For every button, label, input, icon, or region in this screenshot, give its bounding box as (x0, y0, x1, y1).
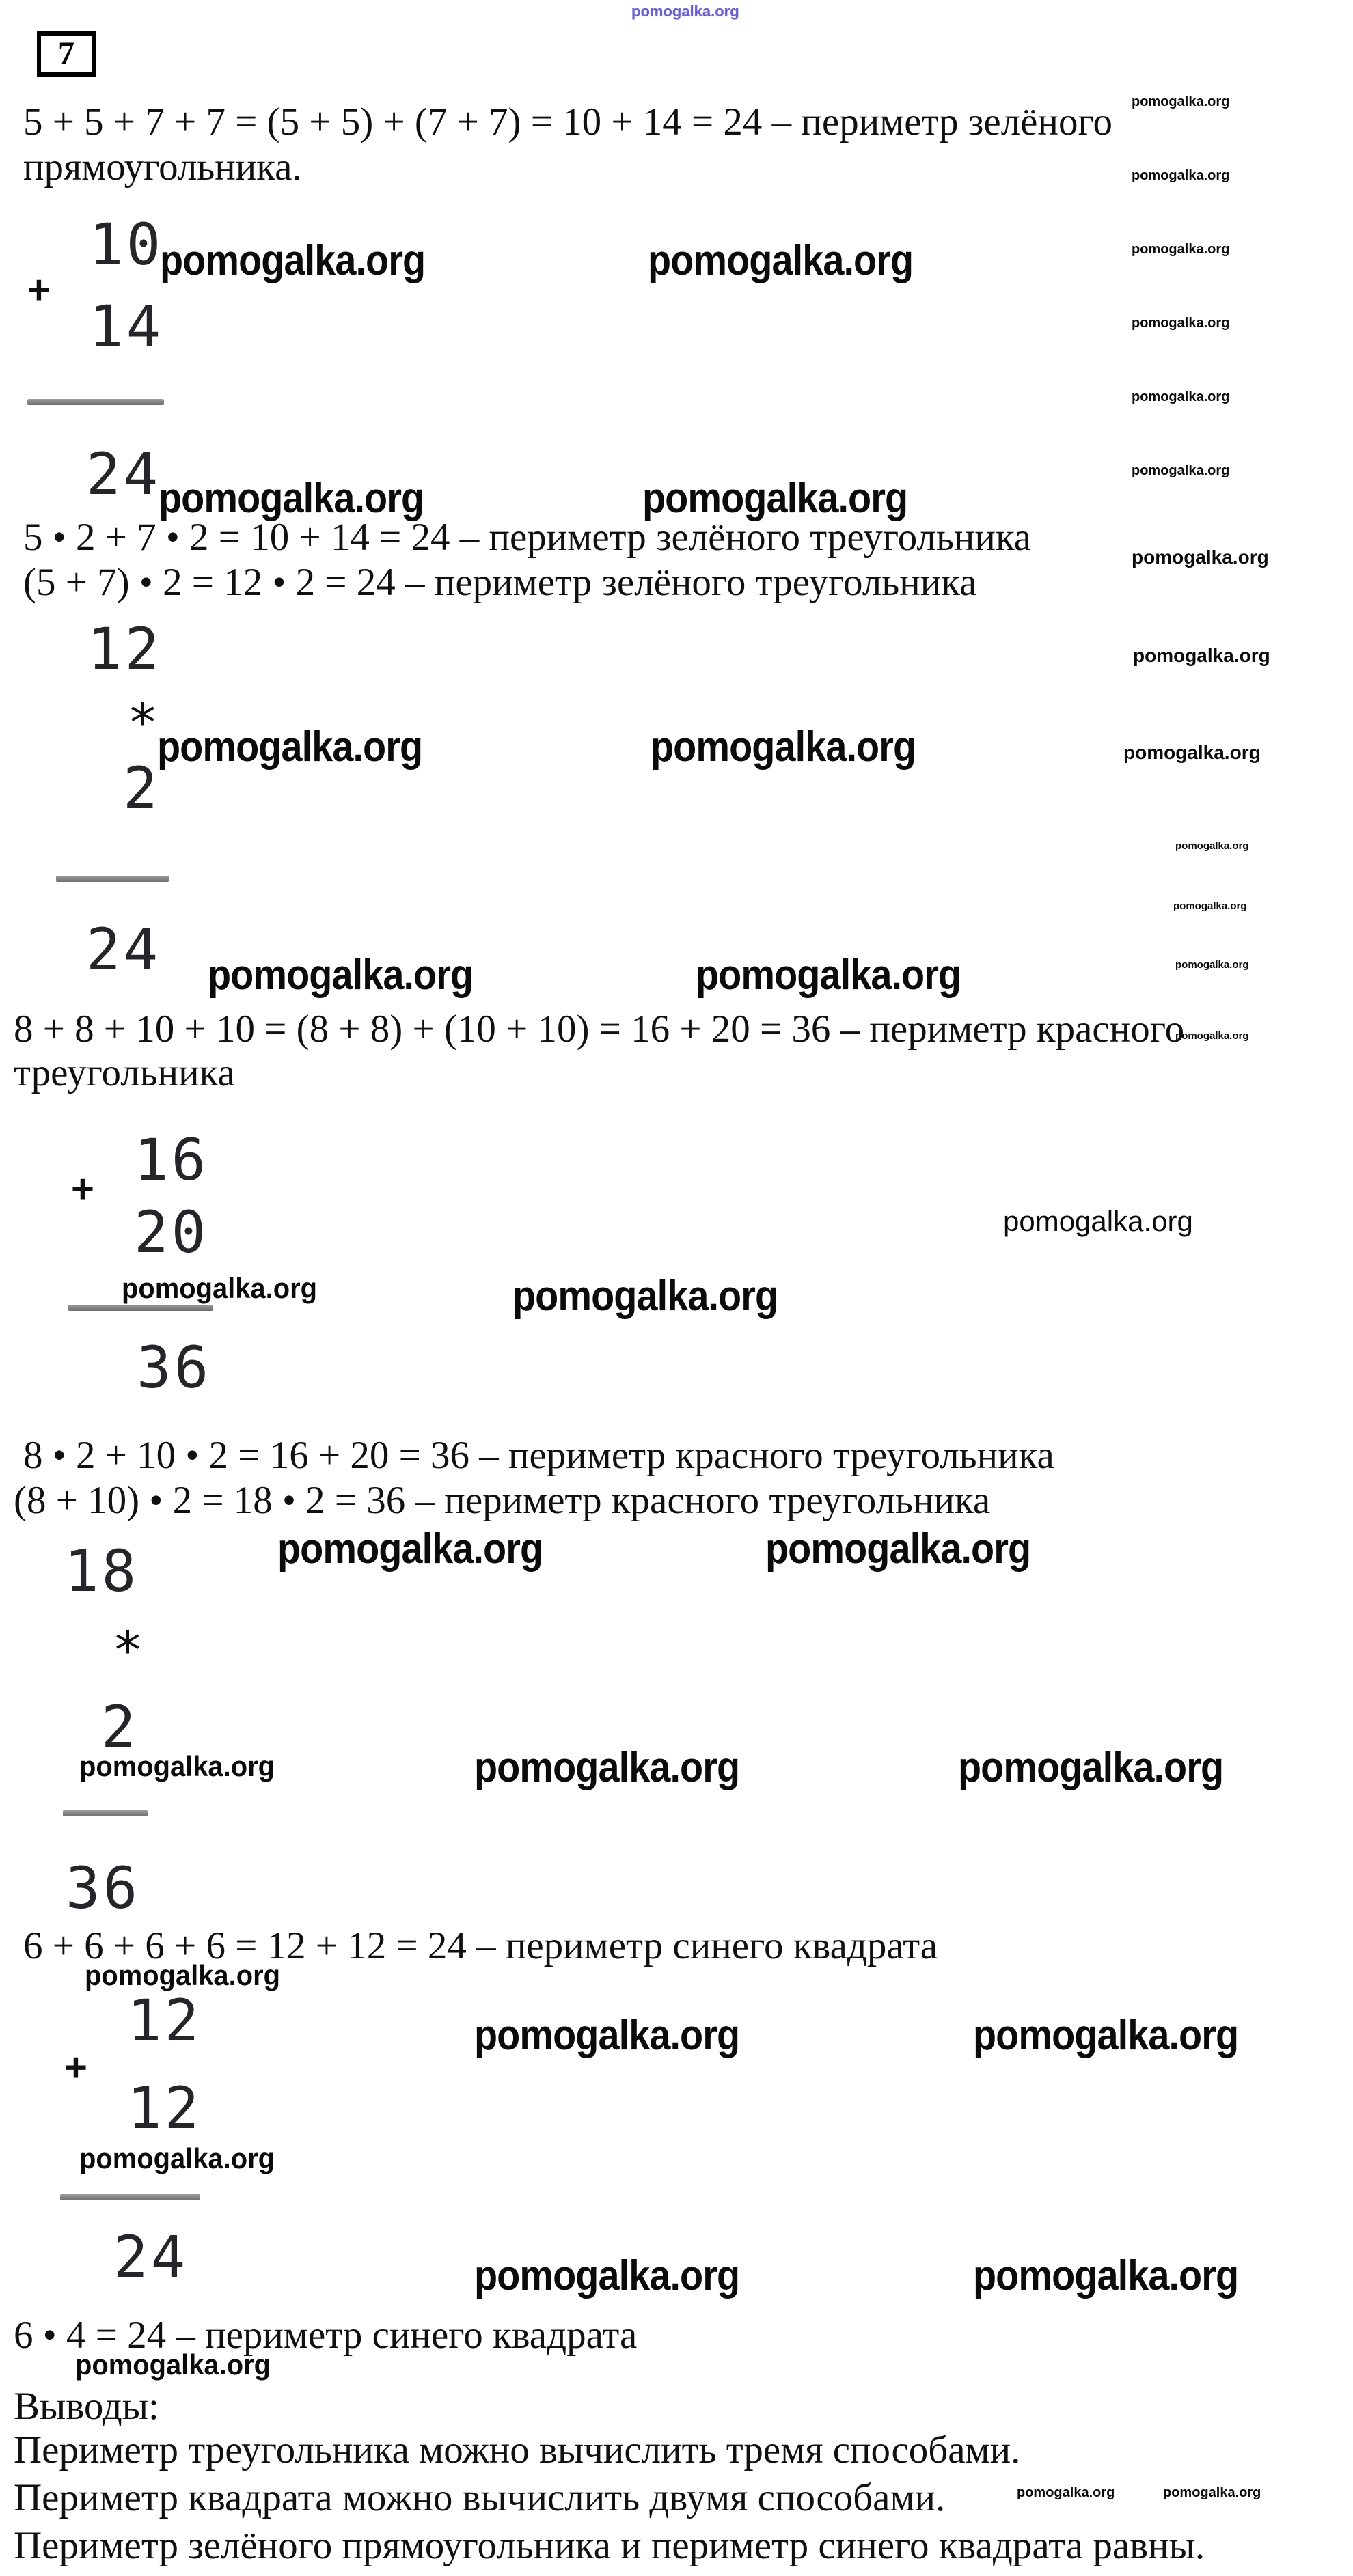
column-factor-a: 12 (87, 615, 163, 682)
watermark: pomogalka.org (1123, 742, 1261, 763)
watermark: pomogalka.org (651, 723, 916, 771)
column-factor-b: 2 (123, 755, 161, 822)
multiply-operator: * (112, 1620, 144, 1680)
watermark: pomogalka.org (1003, 1205, 1193, 1237)
watermark: pomogalka.org (75, 2349, 271, 2381)
watermark: pomogalka.org (1133, 645, 1270, 666)
watermark: pomogalka.org (208, 952, 474, 999)
watermark: pomogalka.org (474, 2252, 740, 2299)
column-addend-a: 12 (127, 1987, 202, 2054)
solution-line: 8 • 2 + 10 • 2 = 16 + 20 = 36 – периметр красного треугольника (23, 1434, 1054, 1477)
problem-number-box: 7 (37, 31, 96, 77)
column-factor-a: 18 (64, 1538, 139, 1605)
watermark: pomogalka.org (1173, 900, 1247, 912)
product-rule (56, 876, 169, 882)
watermark: pomogalka.org (1175, 959, 1249, 971)
watermark: pomogalka.org (1163, 2485, 1261, 2500)
solution-line: (5 + 7) • 2 = 12 • 2 = 24 – периметр зелёного треугольника (23, 561, 977, 604)
column-addend-a: 10 (89, 211, 164, 278)
column-addend-a: 16 (134, 1126, 209, 1193)
solution-line: прямоугольника. (23, 146, 302, 189)
watermark: pomogalka.org (160, 237, 426, 284)
watermark: pomogalka.org (277, 1525, 543, 1573)
conclusion-line: Периметр квадрата можно вычислить двумя способами. (14, 2476, 946, 2519)
watermark: pomogalka.org (973, 2012, 1239, 2059)
solution-line: 5 + 5 + 7 + 7 = (5 + 5) + (7 + 7) = 10 + 14 = 24 – периметр зелёного (23, 100, 1112, 143)
watermark: pomogalka.org (642, 475, 908, 522)
watermark: pomogalka.org (973, 2252, 1239, 2299)
plus-operator: + (64, 2045, 87, 2090)
plus-operator: + (27, 268, 51, 312)
solution-line: (8 + 10) • 2 = 18 • 2 = 36 – периметр красного треугольника (14, 1479, 991, 1522)
watermark: pomogalka.org (1175, 1030, 1249, 1042)
watermark: pomogalka.org (648, 237, 914, 284)
watermark: pomogalka.org (159, 475, 424, 522)
watermark: pomogalka.org (1132, 546, 1269, 568)
watermark: pomogalka.org (512, 1273, 778, 1320)
watermark: pomogalka.org (1132, 389, 1230, 404)
watermark: pomogalka.org (79, 1750, 275, 1782)
solution-line: 8 + 8 + 10 + 10 = (8 + 8) + (10 + 10) = 16 + 20 = 36 – периметр красного (14, 1008, 1185, 1051)
watermark: pomogalka.org (474, 2012, 740, 2059)
watermark: pomogalka.org (1132, 463, 1230, 478)
column-factor-b: 2 (101, 1693, 139, 1760)
conclusion-line: Периметр треугольника можно вычислить тремя способами. (14, 2428, 1021, 2471)
watermark: pomogalka.org (122, 1272, 317, 1304)
watermark: pomogalka.org (1132, 316, 1230, 331)
watermark: pomogalka.org (474, 1744, 740, 1791)
watermark: pomogalka.org (958, 1744, 1224, 1791)
column-addend-b: 12 (127, 2075, 202, 2142)
conclusions-heading: Выводы: (14, 2385, 159, 2428)
sum-rule (68, 1305, 213, 1311)
watermark: pomogalka.org (1132, 94, 1230, 109)
plus-operator: + (71, 1167, 94, 1211)
column-result: 24 (113, 2224, 189, 2290)
column-addend-b: 14 (89, 293, 164, 360)
watermark: pomogalka.org (1132, 242, 1230, 257)
column-result: 24 (86, 916, 161, 983)
multiply-operator: * (127, 692, 159, 753)
sum-rule (27, 399, 164, 405)
watermark: pomogalka.org (696, 952, 961, 999)
watermark: pomogalka.org (157, 723, 423, 771)
watermark: pomogalka.org (765, 1525, 1031, 1573)
watermark: pomogalka.org (79, 2142, 275, 2174)
column-result: 24 (86, 441, 161, 508)
watermark: pomogalka.org (1132, 168, 1230, 183)
sum-rule (60, 2194, 200, 2200)
column-addend-b: 20 (134, 1199, 209, 1266)
column-result: 36 (137, 1334, 212, 1401)
watermark: pomogalka.org (85, 1959, 280, 1991)
solution-line: 5 • 2 + 7 • 2 = 10 + 14 = 24 – периметр зелёного треугольника (23, 516, 1032, 559)
product-rule (63, 1810, 148, 1816)
solution-line: 6 + 6 + 6 + 6 = 12 + 12 = 24 – периметр синего квадрата (23, 1924, 938, 1967)
conclusion-line: Периметр зелёного прямоугольника и периметр синего квадрата равны. (14, 2524, 1205, 2567)
watermark: pomogalka.org (1017, 2485, 1115, 2500)
column-result: 36 (66, 1855, 141, 1922)
watermark: pomogalka.org (1175, 840, 1249, 852)
solution-line: 6 • 4 = 24 – периметр синего квадрата (14, 2314, 638, 2357)
solution-line: треугольника (14, 1051, 235, 1094)
watermark: pomogalka.org (631, 3, 739, 20)
